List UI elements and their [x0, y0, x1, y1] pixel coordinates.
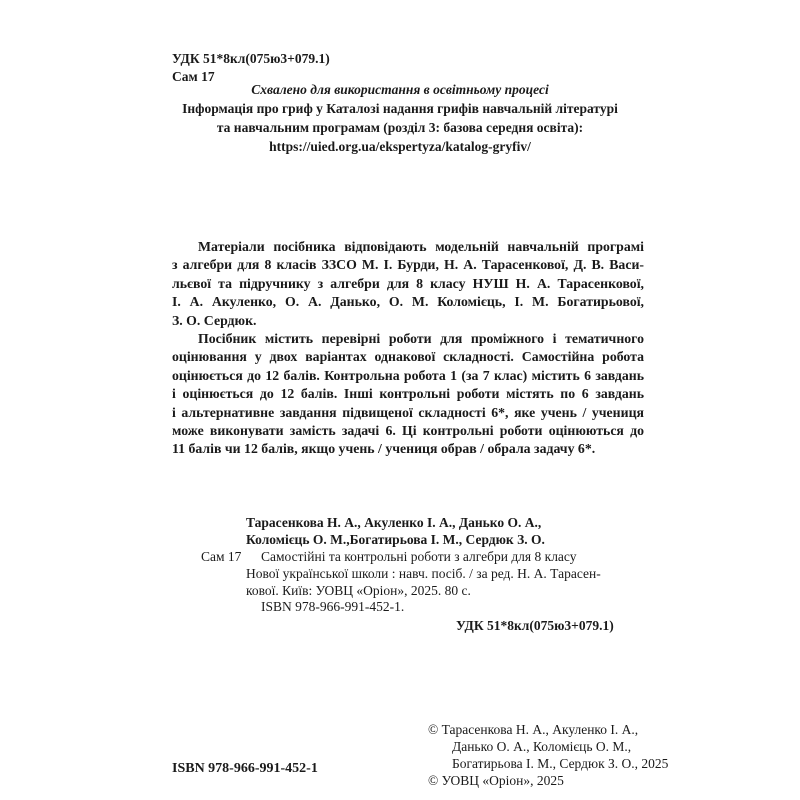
card-cutter: Сам 17 [201, 549, 242, 564]
text-line: 11 балів чи 12 балів, якщо учень / учениця обрав / обрала задачу 6*. [172, 441, 596, 457]
udk-header: УДК 51*8кл(075ю3+079.1) [172, 51, 330, 66]
approval-line-3: та навчальним програмам (розділ 3: базова середня освіта): [216, 120, 584, 135]
copyright-line-2: Данько О. А., Коломієць О. М., [452, 739, 632, 754]
approval-url: https://uied.org.ua/ekspertyza/katalog-gryfiv/ [269, 139, 531, 154]
text-line: з алгебри для 8 класів ЗЗСО М. І. Бурди, Н. А. Тарасенкової, Д. В. Васи- [172, 257, 644, 273]
text-line: оцінюється до 12 балів. Контрольна робота 1 (за 7 клас) містить 6 завдань [172, 367, 644, 383]
annotation-text [172, 238, 644, 459]
text-line: льєвої та підручнику з алгебри для 8 класу НУШ Н. А. Тарасенкової, [172, 275, 644, 291]
card-authors-line-1: Тарасенкова Н. А., Акуленко І. А., Данько О. А., [246, 515, 542, 530]
text-line: Посібник містить перевірні роботи для проміжного і тематичного [198, 331, 644, 347]
text-line: Матеріали посібника відповідають модельній навчальній програмі [198, 239, 644, 254]
card-title-line-3: кової. Київ: УОВЦ «Оріон», 2025. 80 с. [246, 583, 471, 598]
copyright-line-3: Богатирьова І. М., Сердюк З. О., 2025 [452, 756, 669, 771]
copyright-line-1: © Тарасенкова Н. А., Акуленко І. А., [428, 722, 639, 737]
approval-line-1: Схвалено для використання в освітньому процесі [251, 82, 549, 97]
cutter-header: Сам 17 [172, 69, 215, 84]
annotation-paragraph-1 [172, 238, 644, 330]
approval-block [150, 80, 650, 156]
text-line: може виконувати замість задачі 6. Ці контрольні роботи оцінюються до [172, 423, 644, 439]
card-authors-line-2: Коломієць О. М.,Богатирьова І. М., Сердюк З. О. [246, 532, 545, 547]
text-line: З. О. Сердюк. [172, 312, 257, 328]
text-line: І. А. Акуленко, О. А. Данько, О. М. Коломієць, І. М. Богатирьової, [172, 294, 644, 310]
approval-line-2: Інформація про гриф у Каталозі надання грифів навчальній літературі [182, 101, 618, 116]
text-line: і оцінюється до 12 балів. Інші контрольні роботи містять по 6 завдань [172, 386, 644, 402]
text-line: оцінювання у двох варіантах однакової складності. Самостійна робота [172, 349, 644, 365]
text-line: і альтернативне завдання підвищеної складності 6*, яке учень / учениця [172, 404, 644, 420]
footer-isbn: ISBN 978-966-991-452-1 [172, 761, 318, 776]
card-title-line-2: Нової української школи : навч. посіб. / за ред. Н. А. Тарасен- [246, 566, 601, 581]
annotation-paragraph-2 [172, 330, 644, 459]
copyright-line-4: © УОВЦ «Оріон», 2025 [428, 773, 564, 788]
card-isbn: ISBN 978-966-991-452-1. [261, 599, 405, 614]
card-udk: УДК 51*8кл(075ю3+079.1) [456, 618, 614, 633]
card-title-line-1: Самостійні та контрольні роботи з алгебри для 8 класу [261, 549, 577, 564]
